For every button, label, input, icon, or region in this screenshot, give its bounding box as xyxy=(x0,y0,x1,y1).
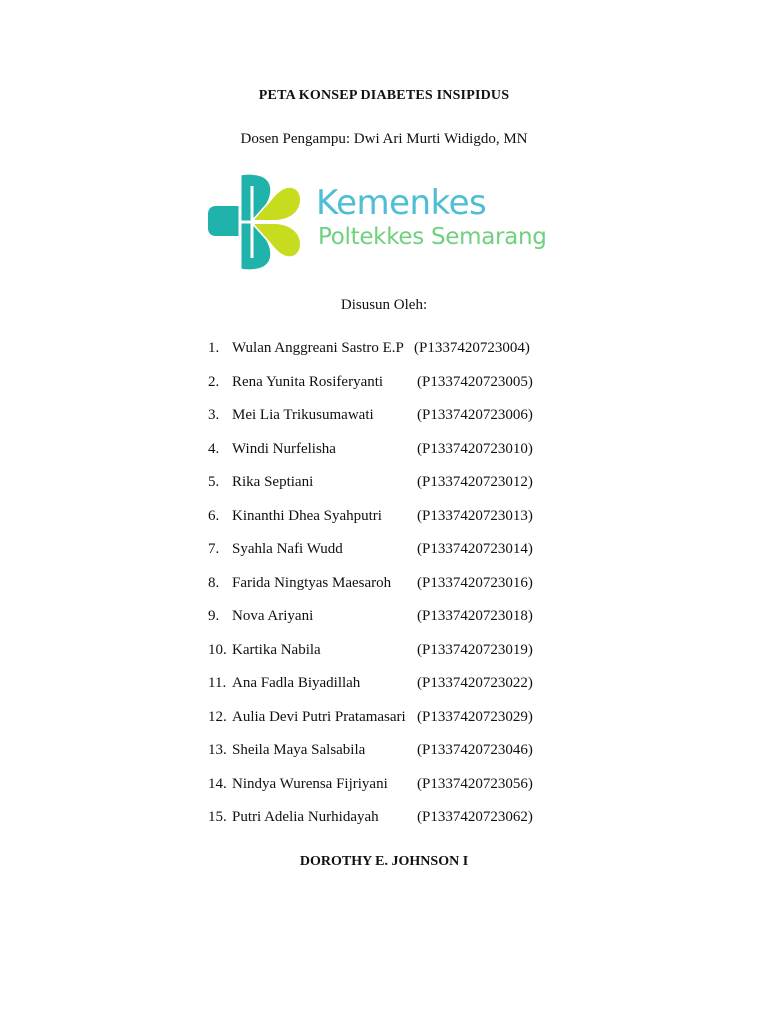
member-number: 14. xyxy=(208,775,227,792)
member-name: Windi Nurfelisha xyxy=(232,440,336,457)
member-number: 8. xyxy=(208,574,220,591)
member-number: 9. xyxy=(208,608,220,624)
theory-heading: DOROTHY E. JOHNSON I xyxy=(299,854,469,869)
member-number: 6. xyxy=(208,507,220,524)
member-nim: (P1337420723018) xyxy=(417,608,533,624)
member-number: 12. xyxy=(208,708,227,725)
logo-wordmark-poltekkes: Poltekkes Semarang xyxy=(318,224,547,250)
member-nim: (P1337420723022) xyxy=(417,675,533,691)
member-name: Nindya Wurensa Fijriyani xyxy=(232,775,388,792)
member-name: Rika Septiani xyxy=(232,474,314,490)
member-number: 4. xyxy=(208,440,220,457)
member-name: Wulan Anggreani Sastro E.P xyxy=(232,340,404,356)
logo-wordmark-kemenkes: Kemenkes xyxy=(316,183,487,223)
member-number: 7. xyxy=(208,541,220,557)
member-name: Mei Lia Trikusumawati xyxy=(232,407,374,423)
compiled-by-label: Disusun Oleh: xyxy=(340,297,428,313)
lecturer-line: Dosen Pengampu: Dwi Ari Murti Widigdo, MN xyxy=(240,131,528,147)
member-name: Putri Adelia Nurhidayah xyxy=(232,809,379,825)
member-nim: (P1337420723062) xyxy=(417,809,533,825)
member-nim: (P1337420723019) xyxy=(417,641,533,658)
document-title: PETA KONSEP DIABETES INSIPIDUS xyxy=(258,88,510,103)
kemenkes-logo-icon xyxy=(206,172,306,272)
member-number: 10. xyxy=(208,641,227,658)
member-name: Nova Ariyani xyxy=(232,608,314,624)
member-nim: (P1337420723006) xyxy=(417,407,533,423)
member-number: 11. xyxy=(208,675,227,691)
member-name: Kinanthi Dhea Syahputri xyxy=(232,507,382,524)
member-nim: (P1337420723013) xyxy=(417,507,533,524)
member-number: 3. xyxy=(208,407,220,423)
member-nim: (P1337420723056) xyxy=(417,775,533,792)
member-number: 5. xyxy=(208,474,220,490)
member-name: Sheila Maya Salsabila xyxy=(232,742,366,758)
member-nim: (P1337420723016) xyxy=(417,574,533,591)
member-number: 13. xyxy=(208,742,227,758)
member-name: Kartika Nabila xyxy=(232,641,321,658)
member-name: Rena Yunita Rosiferyanti xyxy=(232,373,384,390)
member-nim: (P1337420723029) xyxy=(417,708,533,725)
member-nim: (P1337420723005) xyxy=(417,373,533,390)
member-name: Ana Fadla Biyadillah xyxy=(232,675,361,691)
member-nim: (P1337420723046) xyxy=(417,742,533,758)
member-nim: (P1337420723014) xyxy=(417,541,533,557)
member-name: Syahla Nafi Wudd xyxy=(232,541,343,557)
member-number: 2. xyxy=(208,373,220,390)
member-nim: (P1337420723012) xyxy=(417,474,533,490)
member-nim: (P1337420723004) xyxy=(414,340,530,356)
member-number: 1. xyxy=(208,340,220,356)
member-nim: (P1337420723010) xyxy=(417,440,533,457)
member-name: Aulia Devi Putri Pratamasari xyxy=(232,708,406,725)
member-name: Farida Ningtyas Maesaroh xyxy=(232,574,392,591)
kemenkes-logo xyxy=(206,172,566,272)
member-number: 15. xyxy=(208,809,227,825)
